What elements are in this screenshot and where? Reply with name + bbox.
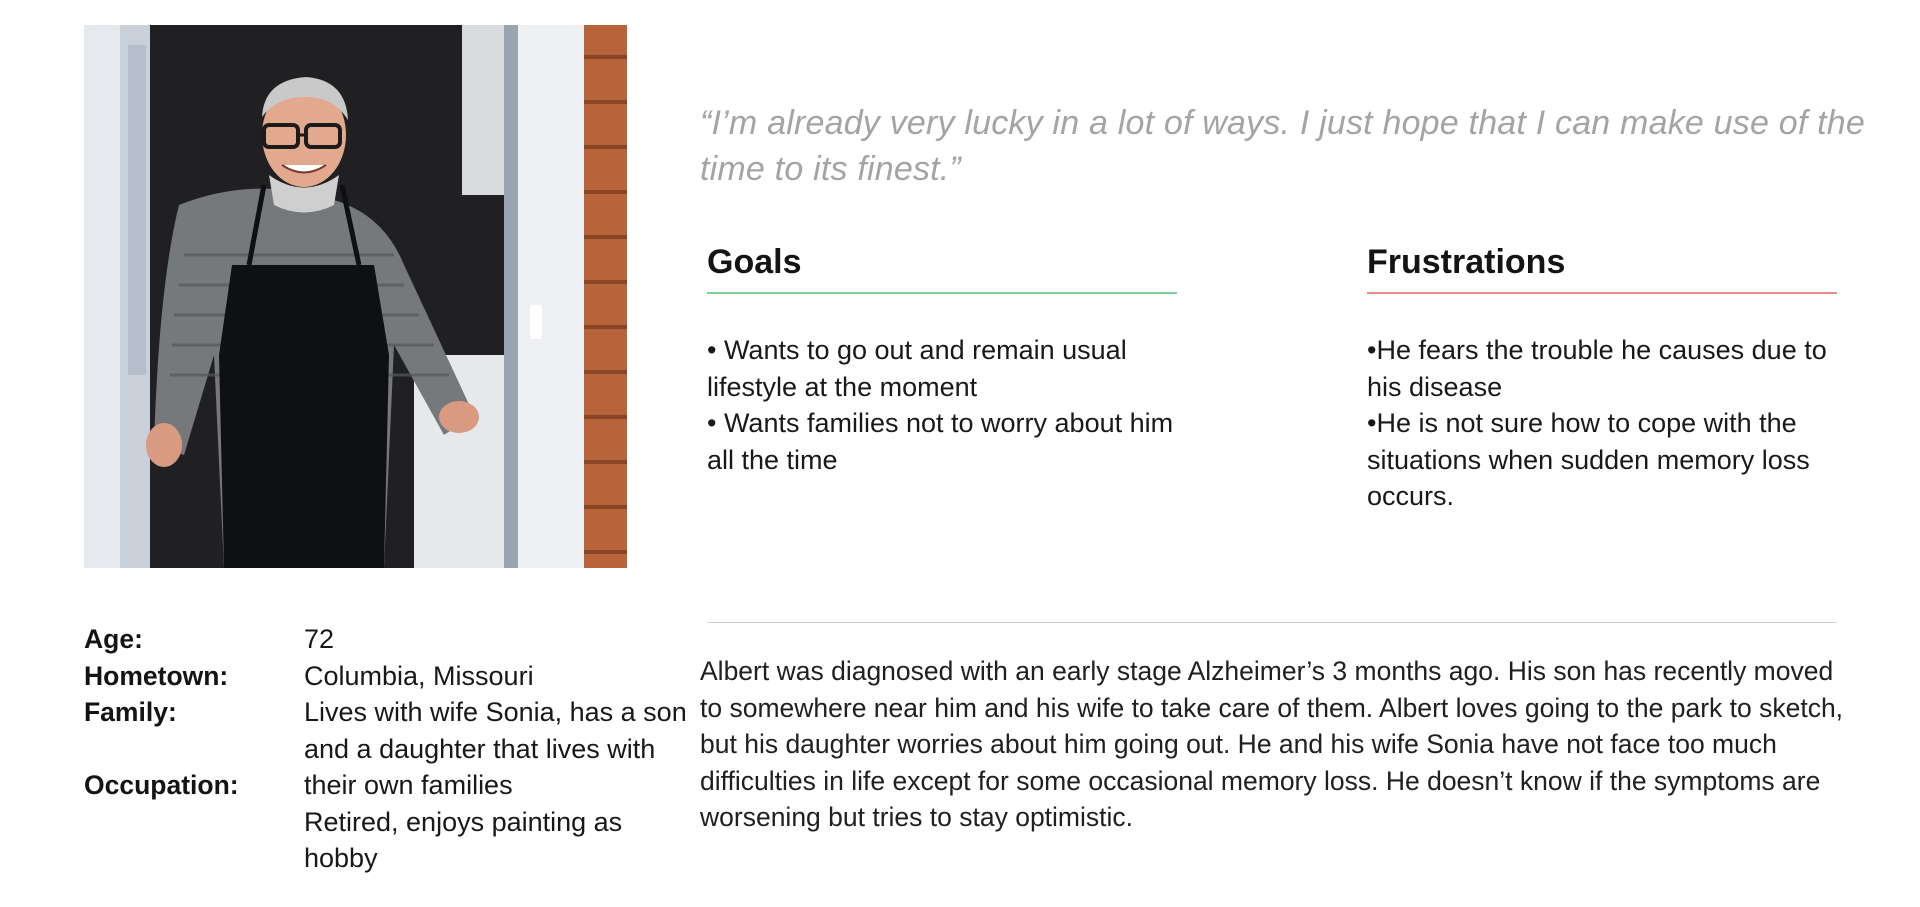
goals-item: • Wants families not to worry about him all the time bbox=[707, 408, 1174, 475]
bio-divider bbox=[707, 622, 1837, 623]
hometown-label: Hometown: bbox=[84, 660, 229, 691]
goals-item: • Wants to go out and remain usual lifestyle at the moment bbox=[707, 335, 1127, 402]
hometown-value: Columbia, Missouri bbox=[304, 660, 534, 691]
goals-section bbox=[707, 240, 1177, 478]
persona-photo bbox=[84, 25, 627, 568]
persona-quote: “I’m already very lucky in a lot of ways. I just hope that I can make use of the time to its finest.” bbox=[700, 104, 1865, 188]
goals-divider bbox=[707, 292, 1177, 294]
family-label: Family: bbox=[84, 697, 177, 727]
age-label: Age: bbox=[84, 624, 143, 654]
occupation-label: Occupation: bbox=[84, 770, 239, 800]
occupation-value: Retired, enjoys painting as hobby bbox=[304, 806, 623, 873]
age-value: 72 bbox=[304, 624, 335, 654]
frustrations-list bbox=[1367, 332, 1837, 515]
persona-photo-illustration bbox=[84, 25, 627, 568]
frustrations-item: •He is not sure how to cope with the situations when sudden memory loss occurs. bbox=[1367, 408, 1810, 511]
persona-bio: Albert was diagnosed with an early stage Alzheimer’s 3 months ago. His son has recently moved to somewhere near him and his wife to take care of them. Albert loves going to the park to sketch, but his daughter worries about him going out. He and his wife Sonia have not face too much difficulties in life except for some occasional memory loss. He doesn’t know if the symptoms are worsening but tries to stay optimistic. bbox=[700, 656, 1844, 832]
frustrations-item: •He fears the trouble he causes due to his disease bbox=[1367, 335, 1827, 402]
frustrations-section bbox=[1367, 240, 1837, 515]
goals-heading: Goals bbox=[707, 243, 802, 281]
frustrations-heading: Frustrations bbox=[1367, 243, 1566, 281]
frustrations-divider bbox=[1367, 292, 1837, 294]
goals-list bbox=[707, 332, 1177, 478]
family-value: Lives with wife Sonia, has a son and a daughter that lives with their own families bbox=[304, 697, 687, 800]
